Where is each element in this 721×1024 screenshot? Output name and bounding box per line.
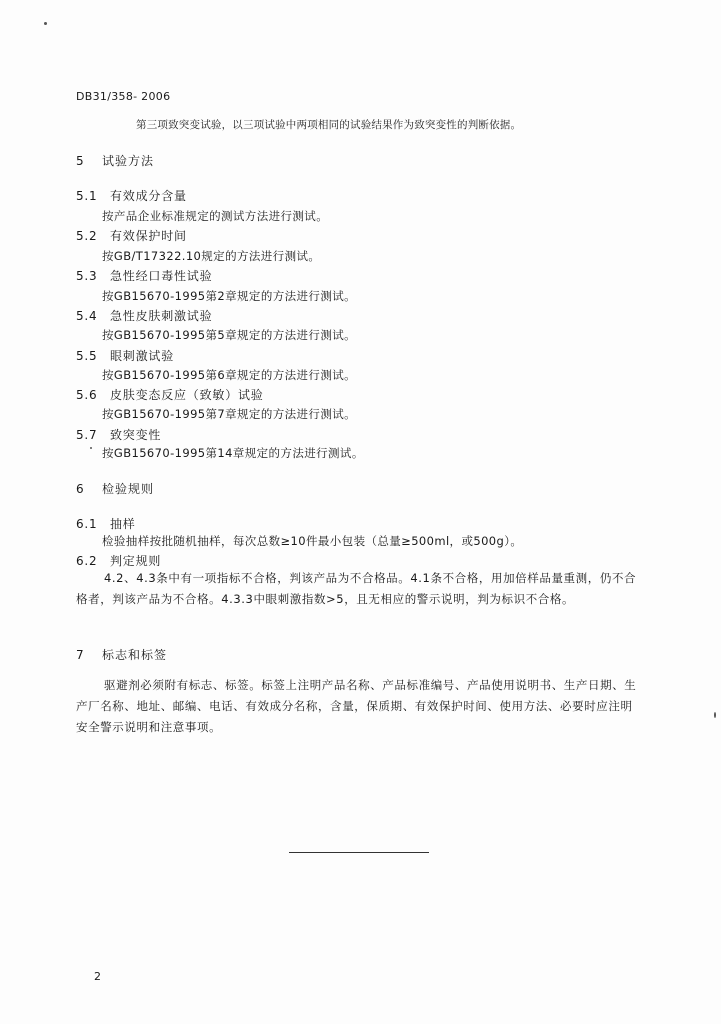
section-6-title: 检验规则 (102, 482, 155, 496)
standard-code: DB31/358- 2006 (76, 90, 171, 103)
subsection-number: 5.5 (76, 349, 98, 363)
subsection-5-2-heading (76, 227, 187, 244)
subsection-5-4-text: 按GB15670-1995第5章规定的方法进行测试。 (102, 328, 357, 342)
section-6-number: 6 (76, 482, 85, 496)
section-5-title: 试验方法 (102, 154, 155, 168)
subsection-number: 5.3 (76, 269, 98, 283)
subsection-5-7-text: 按GB15670-1995第14章规定的方法进行测试。 (102, 446, 364, 460)
subsection-6-2-heading (76, 552, 161, 569)
subsection-5-7-heading (76, 426, 161, 443)
subsection-6-1-text: 检验抽样按批随机抽样，每次总数≥10件最小包装（总量≥500ml，或500g）。 (102, 534, 523, 548)
subsection-number: 5.4 (76, 309, 98, 323)
subsection-number: 6.1 (76, 517, 98, 531)
section-7-paragraph: 驱避剂必须附有标志、标签。标签上注明产品名称、产品标准编号、产品使用说明书、生产日期、生产厂名称、地址、邮编、电话、有效成分名称，含量，保质期、有效保护时间、使用方法、必要时应注明安全警示说明和注意事项。 (76, 678, 637, 734)
subsection-number: 5.6 (76, 388, 98, 402)
subsection-5-6-text: 按GB15670-1995第7章规定的方法进行测试。 (102, 407, 357, 421)
subsection-title: 有效保护时间 (110, 229, 187, 243)
subsection-5-2-text: 按GB/T17322.10规定的方法进行测试。 (102, 249, 321, 263)
scan-speck (44, 22, 47, 25)
section-7-heading (76, 646, 167, 663)
scan-speck (90, 447, 92, 449)
subsection-6-1-heading (76, 515, 136, 532)
scan-speck (714, 712, 716, 718)
subsection-title: 抽样 (110, 517, 136, 531)
subsection-title: 眼刺激试验 (110, 349, 175, 363)
subsection-5-6-heading (76, 386, 264, 403)
subsection-5-3-text: 按GB15670-1995第2章规定的方法进行测试。 (102, 289, 357, 303)
subsection-title: 急性经口毒性试验 (110, 269, 213, 283)
subsection-number: 5.2 (76, 229, 98, 243)
subsection-title: 有效成分含量 (110, 189, 187, 203)
subsection-5-1-heading (76, 187, 187, 204)
subsection-5-3-heading (76, 267, 212, 284)
section-5-heading (76, 152, 154, 169)
subsection-6-2-paragraph: 4.2、4.3条中有一项指标不合格，判该产品为不合格品。4.1条不合格，用加倍样品量重测，仍不合格者，判该产品为不合格。4.3.3中眼刺激指数>5，且无相应的警示说明，判为标识不合格。 (76, 571, 637, 606)
section-6-heading (76, 480, 154, 497)
subsection-number: 5.7 (76, 428, 98, 442)
page-number: 2 (94, 970, 101, 983)
subsection-number: 6.2 (76, 554, 98, 568)
subsection-title: 判定规则 (110, 554, 162, 568)
intro-line: 第三项致突变试验，以三项试验中两项相同的试验结果作为致突变性的判断依据。 (136, 119, 522, 131)
subsection-5-4-heading (76, 307, 212, 324)
section-7-number: 7 (76, 648, 85, 662)
subsection-title: 急性皮肤刺激试验 (110, 309, 213, 323)
subsection-5-5-heading (76, 347, 174, 364)
subsection-5-5-text: 按GB15670-1995第6章规定的方法进行测试。 (102, 368, 357, 382)
section-5-number: 5 (76, 154, 85, 168)
subsection-title: 致突变性 (110, 428, 162, 442)
subsection-5-1-text: 按产品企业标准规定的测试方法进行测试。 (102, 209, 329, 223)
end-rule (289, 852, 429, 853)
subsection-title: 皮肤变态反应（致敏）试验 (110, 388, 264, 402)
subsection-number: 5.1 (76, 189, 98, 203)
section-7-title: 标志和标签 (102, 648, 168, 662)
